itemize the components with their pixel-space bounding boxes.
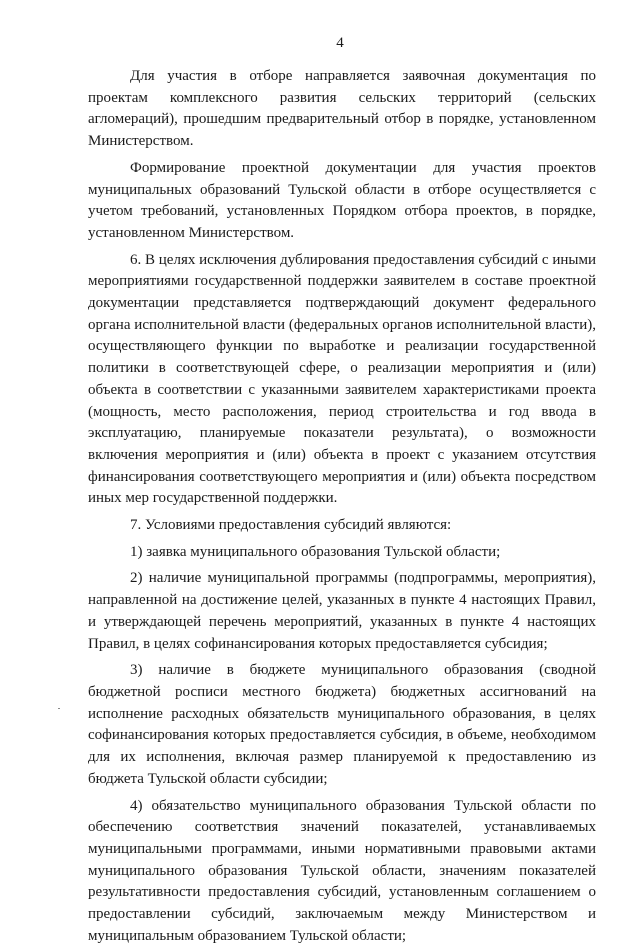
paragraph-item-6: 6. В целях исключения дублирования предоставления субсидий с иными мероприятиями государственной поддержки заявителем в составе проектной документации представляется подтверждающий документ федерального органа исполнительной власти (федеральных органов исполнительной власти), осуществляющего функции по выработке и реализации государственной политики в соответствующей сфере, о реализации мероприятия и (или) объекта в соответствии с указанными заявителем характеристиками проекта (мощность, место расположения, период строительства и год ввода в эксплуатацию, планируемые показатели результата), о возможности включения мероприятия и (или) объекта в проект с указанием отсутствия финансирования соответствующего мероприятия и (или) объекта посредством иных мер государственной поддержки. bbox=[88, 250, 596, 510]
paragraph-project-docs: Формирование проектной документации для участия проектов муниципальных образований Тульской области в отборе осуществляется с учетом требований, установленных Порядком отбора проектов, в порядке, установленном Министерством. bbox=[88, 158, 596, 245]
document-body bbox=[88, 66, 596, 947]
paragraph-condition-2: 2) наличие муниципальной программы (подпрограммы, мероприятия), направленной на достижение целей, указанных в пункте 4 настоящих Правил, и утверждающей перечень мероприятий, указанных в пункте 4 настоящих Правил, в целях софинансирования которых предоставляется субсидия; bbox=[88, 568, 596, 655]
paragraph-condition-3: 3) наличие в бюджете муниципального образования (сводной бюджетной росписи местного бюджета) бюджетных ассигнований на исполнение расходных обязательств муниципального образования, в целях софинансирования которых предоставляется субсидия, в объеме, необходимом для их исполнения, включая размер планируемой к предоставлению из бюджета Тульской области субсидии; bbox=[88, 660, 596, 790]
paragraph-condition-1: 1) заявка муниципального образования Тульской области; bbox=[88, 542, 596, 564]
paragraph-item-7: 7. Условиями предоставления субсидий являются: bbox=[88, 515, 596, 537]
paragraph-application-docs: Для участия в отборе направляется заявочная документация по проектам комплексного развития сельских территорий (сельских агломераций), прошедшим предварительный отбор в порядке, установленном Министерством. bbox=[88, 66, 596, 153]
paragraph-condition-4: 4) обязательство муниципального образования Тульской области по обеспечению соответствия значений показателей, устанавливаемых муниципальными программами, иными нормативными правовыми актами муниципального образования Тульской области, значениям показателей результативности предоставления субсидий, установленным соглашением о предоставлении субсидий, заключаемым между Министерством и муниципальным образованием Тульской области; bbox=[88, 796, 596, 947]
page-number: 4 bbox=[0, 34, 640, 52]
scan-artifact bbox=[58, 708, 60, 709]
